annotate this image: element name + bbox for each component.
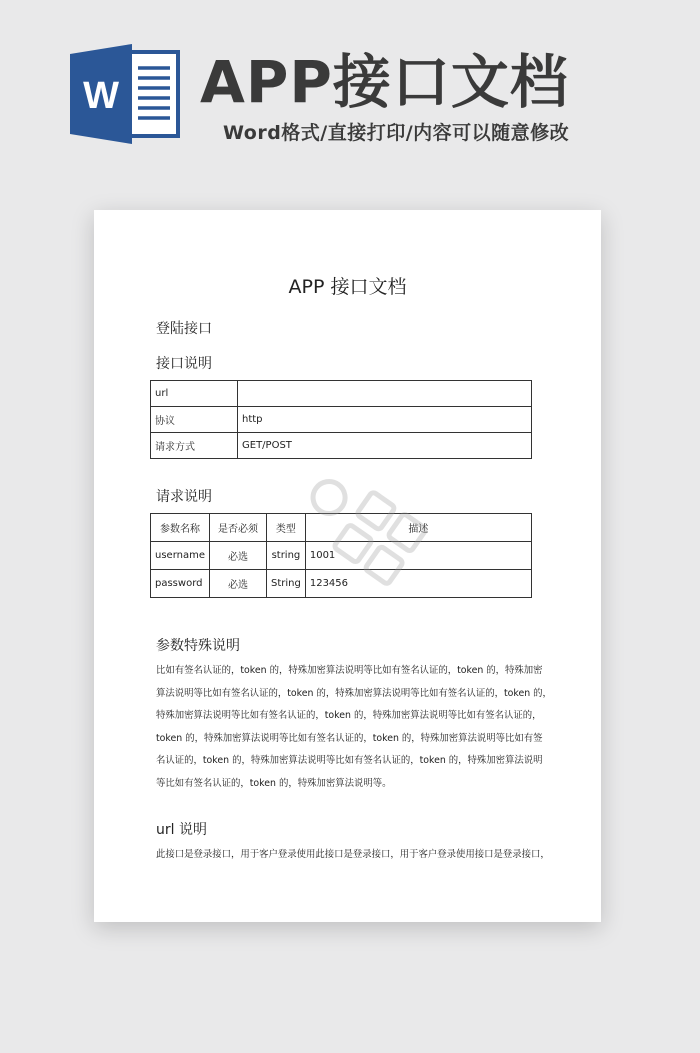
table-cell: 1001 xyxy=(305,542,531,570)
table-row xyxy=(151,570,532,598)
special-paragraph xyxy=(156,660,552,796)
banner-title: APP接口文档 xyxy=(200,48,569,116)
banner-subtitle: Word格式/直接打印/内容可以随意修改 xyxy=(223,122,570,144)
table-header-cell: 是否必须 xyxy=(210,514,267,542)
table-cell: 请求方式 xyxy=(151,433,238,459)
paragraph-line: 此接口是登录接口，用于客户登录使用此接口是登录接口，用于客户登录使用接口是登录接口， xyxy=(156,849,550,860)
paragraph-line: 比如有签名认证的，token 的，特殊加密算法说明等比如有签名认证的，token 的，特殊加密 xyxy=(156,665,543,676)
table-cell: GET/POST xyxy=(238,433,532,459)
request-table xyxy=(150,513,532,598)
table-row xyxy=(151,542,532,570)
section-login-heading: 登陆接口 xyxy=(156,321,212,337)
section-url-heading: url 说明 xyxy=(156,822,207,838)
table-row xyxy=(151,433,532,459)
word-logo-icon xyxy=(70,44,182,144)
paragraph-line: 特殊加密算法说明等比如有签名认证的，token 的，特殊加密算法说明等比如有签名认证的， xyxy=(156,710,542,722)
table-row xyxy=(151,381,532,407)
paragraph-line: 等比如有签名认证的，token 的，特殊加密算法说明等。 xyxy=(156,777,392,789)
section-request-heading: 请求说明 xyxy=(156,489,212,505)
table-cell: password xyxy=(151,570,210,598)
paragraph-line: 名认证的，token 的，特殊加密算法说明等比如有签名认证的，token 的，特殊加密算法说明 xyxy=(156,755,543,767)
table-cell: 协议 xyxy=(151,407,238,433)
table-header-cell: 参数名称 xyxy=(151,514,210,542)
table-cell: string xyxy=(267,542,306,570)
table-cell: 123456 xyxy=(305,570,531,598)
table-cell xyxy=(238,381,532,407)
table-cell: 必选 xyxy=(210,570,267,598)
paragraph-line: 算法说明等比如有签名认证的，token 的，特殊加密算法说明等比如有签名认证的，token 的， xyxy=(156,687,552,699)
table-row xyxy=(151,407,532,433)
interface-table xyxy=(150,380,532,459)
word-logo-letter: W xyxy=(83,75,119,117)
table-cell: String xyxy=(267,570,306,598)
table-header-row xyxy=(151,514,532,542)
url-paragraph xyxy=(156,844,550,867)
table-header-cell: 类型 xyxy=(267,514,306,542)
document-page xyxy=(94,210,601,922)
table-header-cell: 描述 xyxy=(305,514,531,542)
section-special-heading: 参数特殊说明 xyxy=(156,638,240,654)
table-cell: url xyxy=(151,381,238,407)
table-cell: username xyxy=(151,542,210,570)
table-cell: http xyxy=(238,407,532,433)
document-title: APP 接口文档 xyxy=(288,276,407,298)
table-cell: 必选 xyxy=(210,542,267,570)
paragraph-line: token 的，特殊加密算法说明等比如有签名认证的，token 的，特殊加密算法说明等比如有签 xyxy=(156,732,543,744)
section-interface-heading: 接口说明 xyxy=(156,356,212,372)
